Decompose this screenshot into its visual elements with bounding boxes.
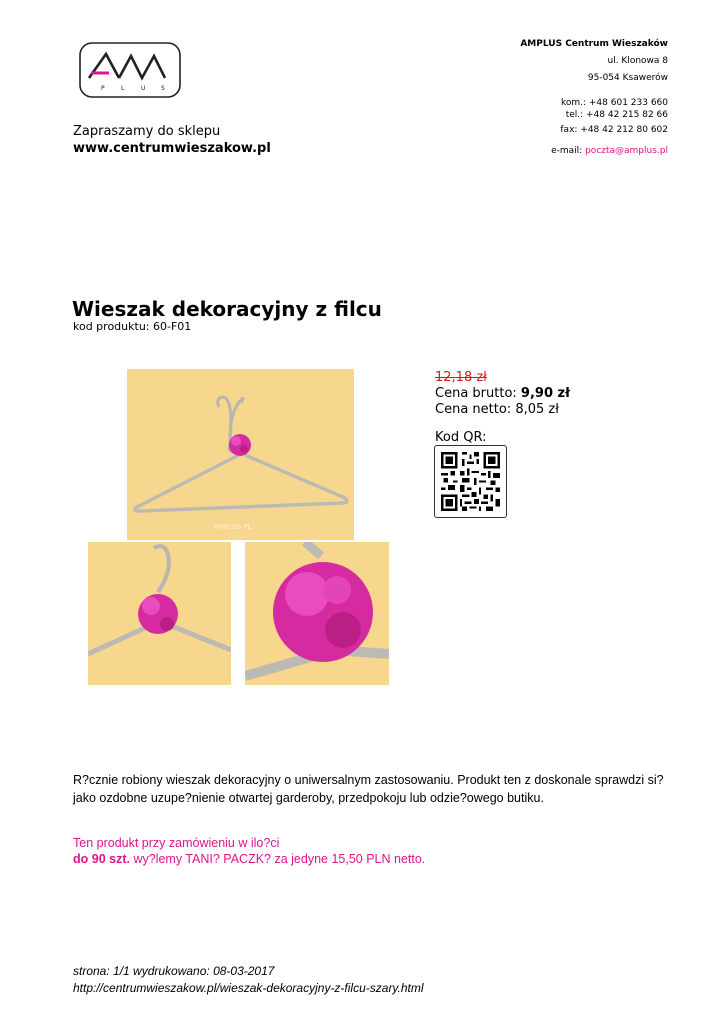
email-label: e-mail:: [551, 146, 583, 156]
footer-page-info: strona: 1/1 wydrukowano: 08-03-2017: [73, 964, 275, 978]
footer-url[interactable]: http://centrumwieszakow.pl/wieszak-dekoracyjny-z-filcu-szary.html: [73, 981, 424, 995]
promo-line-2: wy?lemy TANI? PACZK? za jedyne 15,50 PLN netto.: [133, 852, 426, 866]
invite-text: Zapraszamy do sklepu: [73, 124, 221, 139]
shipping-promo: [73, 835, 425, 867]
qr-code: [434, 445, 507, 518]
promo-quantity: do 90 szt.: [73, 852, 130, 866]
promo-line-1: Ten produkt przy zamówieniu w ilo?ci: [73, 836, 280, 850]
shop-invitation: [73, 123, 271, 157]
company-contact: [520, 36, 668, 160]
shop-url-link[interactable]: www.centrumwieszakow.pl: [73, 141, 271, 156]
old-price: 12,18 zł: [435, 370, 487, 385]
company-logo: [79, 42, 181, 98]
company-mobile: kom.: +48 601 233 660: [560, 98, 668, 108]
net-price-label: Cena netto:: [435, 402, 512, 417]
net-price-value: 8,05 zł: [515, 402, 559, 417]
price-block: [435, 370, 570, 418]
product-description: R?cznie robiony wieszak dekoracyjny o uniwersalnym zastosowaniu. Produkt ten z doskonale sprawdzi si? jako ozdobne uzupe?nienie otwartej garderoby, przedpokoju lub odzie?owego butiku.: [73, 773, 664, 805]
product-code: kod produktu: 60-F01: [73, 320, 192, 333]
company-city: 95-054 Ksawerów: [587, 73, 668, 83]
photo-watermark: AMPLUS.PL: [213, 523, 252, 531]
product-photo-main[interactable]: [127, 369, 354, 540]
company-phone: tel.: +48 42 215 82 66: [565, 110, 668, 120]
gross-price-label: Cena brutto:: [435, 386, 517, 401]
product-photo-detail-2[interactable]: [245, 542, 389, 685]
gross-price-value: 9,90 zł: [520, 386, 570, 401]
email-link[interactable]: poczta@amplus.pl: [585, 146, 668, 156]
company-street: ul. Klonowa 8: [607, 56, 668, 66]
logo-letter: U: [141, 85, 146, 92]
product-photo-detail-1[interactable]: [88, 542, 231, 685]
product-title: Wieszak dekoracyjny z filcu: [72, 297, 382, 321]
qr-label: Kod QR:: [435, 430, 487, 445]
qr-code-icon: [441, 452, 500, 511]
company-name: AMPLUS Centrum Wieszaków: [520, 39, 668, 49]
company-fax: fax: +48 42 212 80 602: [560, 125, 668, 135]
logo-letter: P: [101, 85, 105, 92]
page-footer: [73, 963, 424, 997]
logo-letter: S: [161, 85, 165, 92]
logo-letter: L: [121, 85, 125, 92]
